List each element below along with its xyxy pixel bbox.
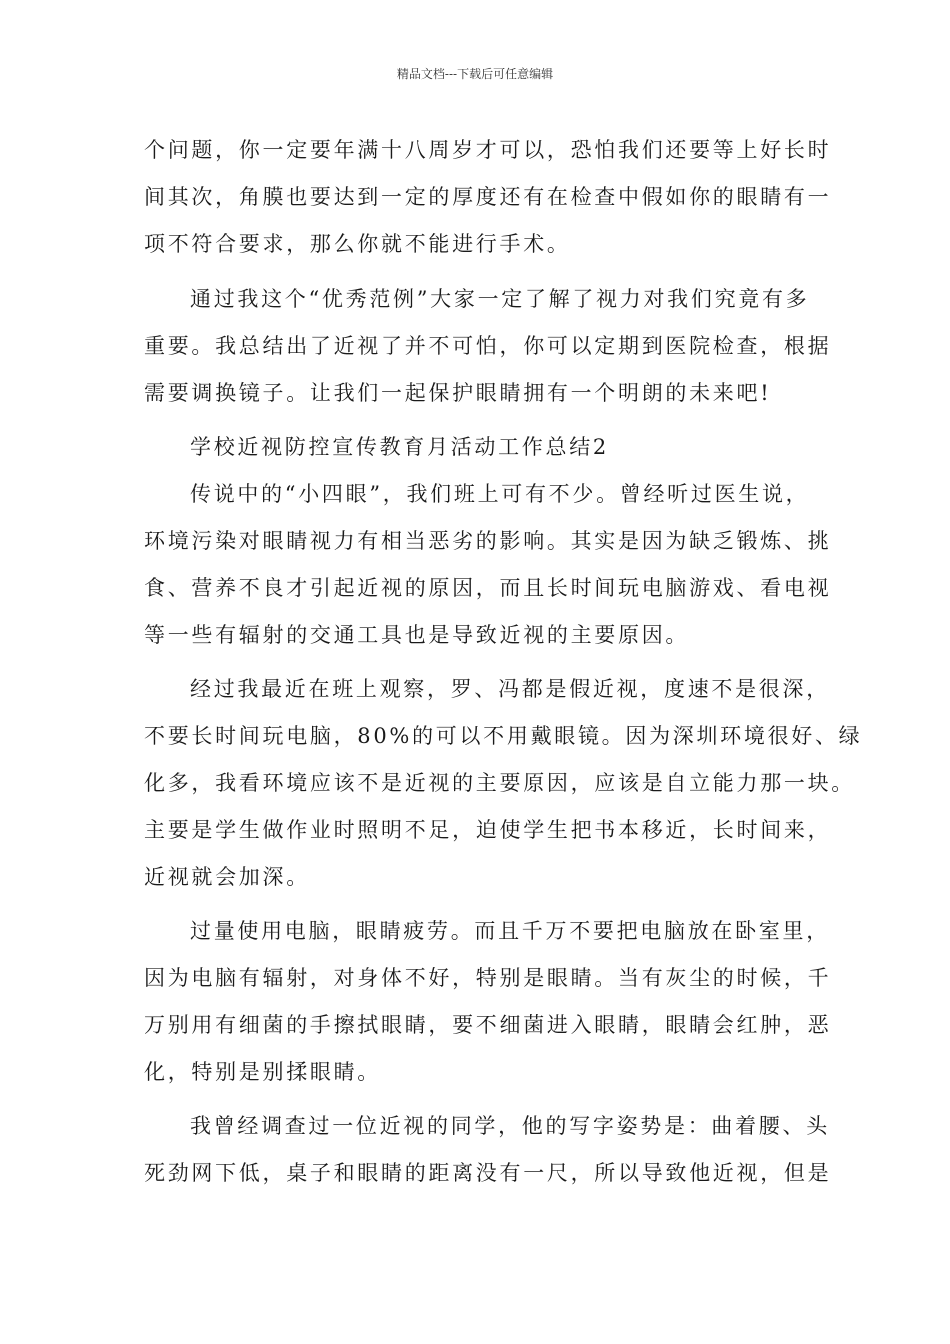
text-line: 间其次，角膜也要达到一定的厚度还有在检查中假如你的眼睛有一 bbox=[144, 185, 832, 209]
text-line: 重要。我总结出了近视了并不可怕，你可以定期到医院检查，根据 bbox=[144, 334, 832, 358]
text-line: 经过我最近在班上观察，罗、冯都是假近视，度速不是很深， bbox=[190, 677, 830, 701]
page-header: 精品文档---下载后可任意编辑 bbox=[396, 67, 554, 81]
text-line: 需要调换镜子。让我们一起保护眼睛拥有一个明朗的未来吧! bbox=[144, 381, 772, 405]
text-line: 传说中的“小四眼”，我们班上可有不少。曾经听过医生说， bbox=[190, 482, 810, 506]
text-line: 化多，我看环境应该不是近视的主要原因，应该是自立能力那一块。 bbox=[144, 771, 855, 795]
text-line: 主要是学生做作业时照明不足，迫使学生把书本移近，长时间来， bbox=[144, 818, 832, 842]
text-line: 死劲网下低，桌子和眼睛的距离没有一尺，所以导致他近视，但是 bbox=[144, 1161, 832, 1185]
text-line: 我曾经调查过一位近视的同学，他的写字姿势是：曲着腰、头 bbox=[190, 1114, 830, 1138]
section-title: 学校近视防控宣传教育月活动工作总结2 bbox=[190, 435, 609, 459]
text-line: 万别用有细菌的手擦拭眼睛，要不细菌进入眼睛，眼睛会红肿，恶 bbox=[144, 1013, 832, 1037]
text-line: 环境污染对眼睛视力有相当恶劣的影响。其实是因为缺乏锻炼、挑 bbox=[144, 529, 832, 553]
text-line: 通过我这个“优秀范例”大家一定了解了视力对我们究竟有多 bbox=[190, 287, 810, 311]
text-line: 项不符合要求，那么你就不能进行手术。 bbox=[144, 232, 571, 256]
text-line: 过量使用电脑，眼睛疲劳。而且千万不要把电脑放在卧室里， bbox=[190, 919, 830, 943]
text-line: 等一些有辐射的交通工具也是导致近视的主要原因。 bbox=[144, 623, 690, 647]
text-line: 个问题，你一定要年满十八周岁才可以，恐怕我们还要等上好长时 bbox=[144, 138, 832, 162]
text-line: 不要长时间玩电脑，80%的可以不用戴眼镜。因为深圳环境很好、绿 bbox=[144, 724, 863, 748]
text-line: 因为电脑有辐射，对身体不好，特别是眼睛。当有灰尘的时候，千 bbox=[144, 966, 832, 990]
text-line: 近视就会加深。 bbox=[144, 865, 310, 889]
text-line: 化，特别是别揉眼睛。 bbox=[144, 1060, 381, 1084]
text-line: 食、营养不良才引起近视的原因，而且长时间玩电脑游戏、看电视 bbox=[144, 576, 832, 600]
